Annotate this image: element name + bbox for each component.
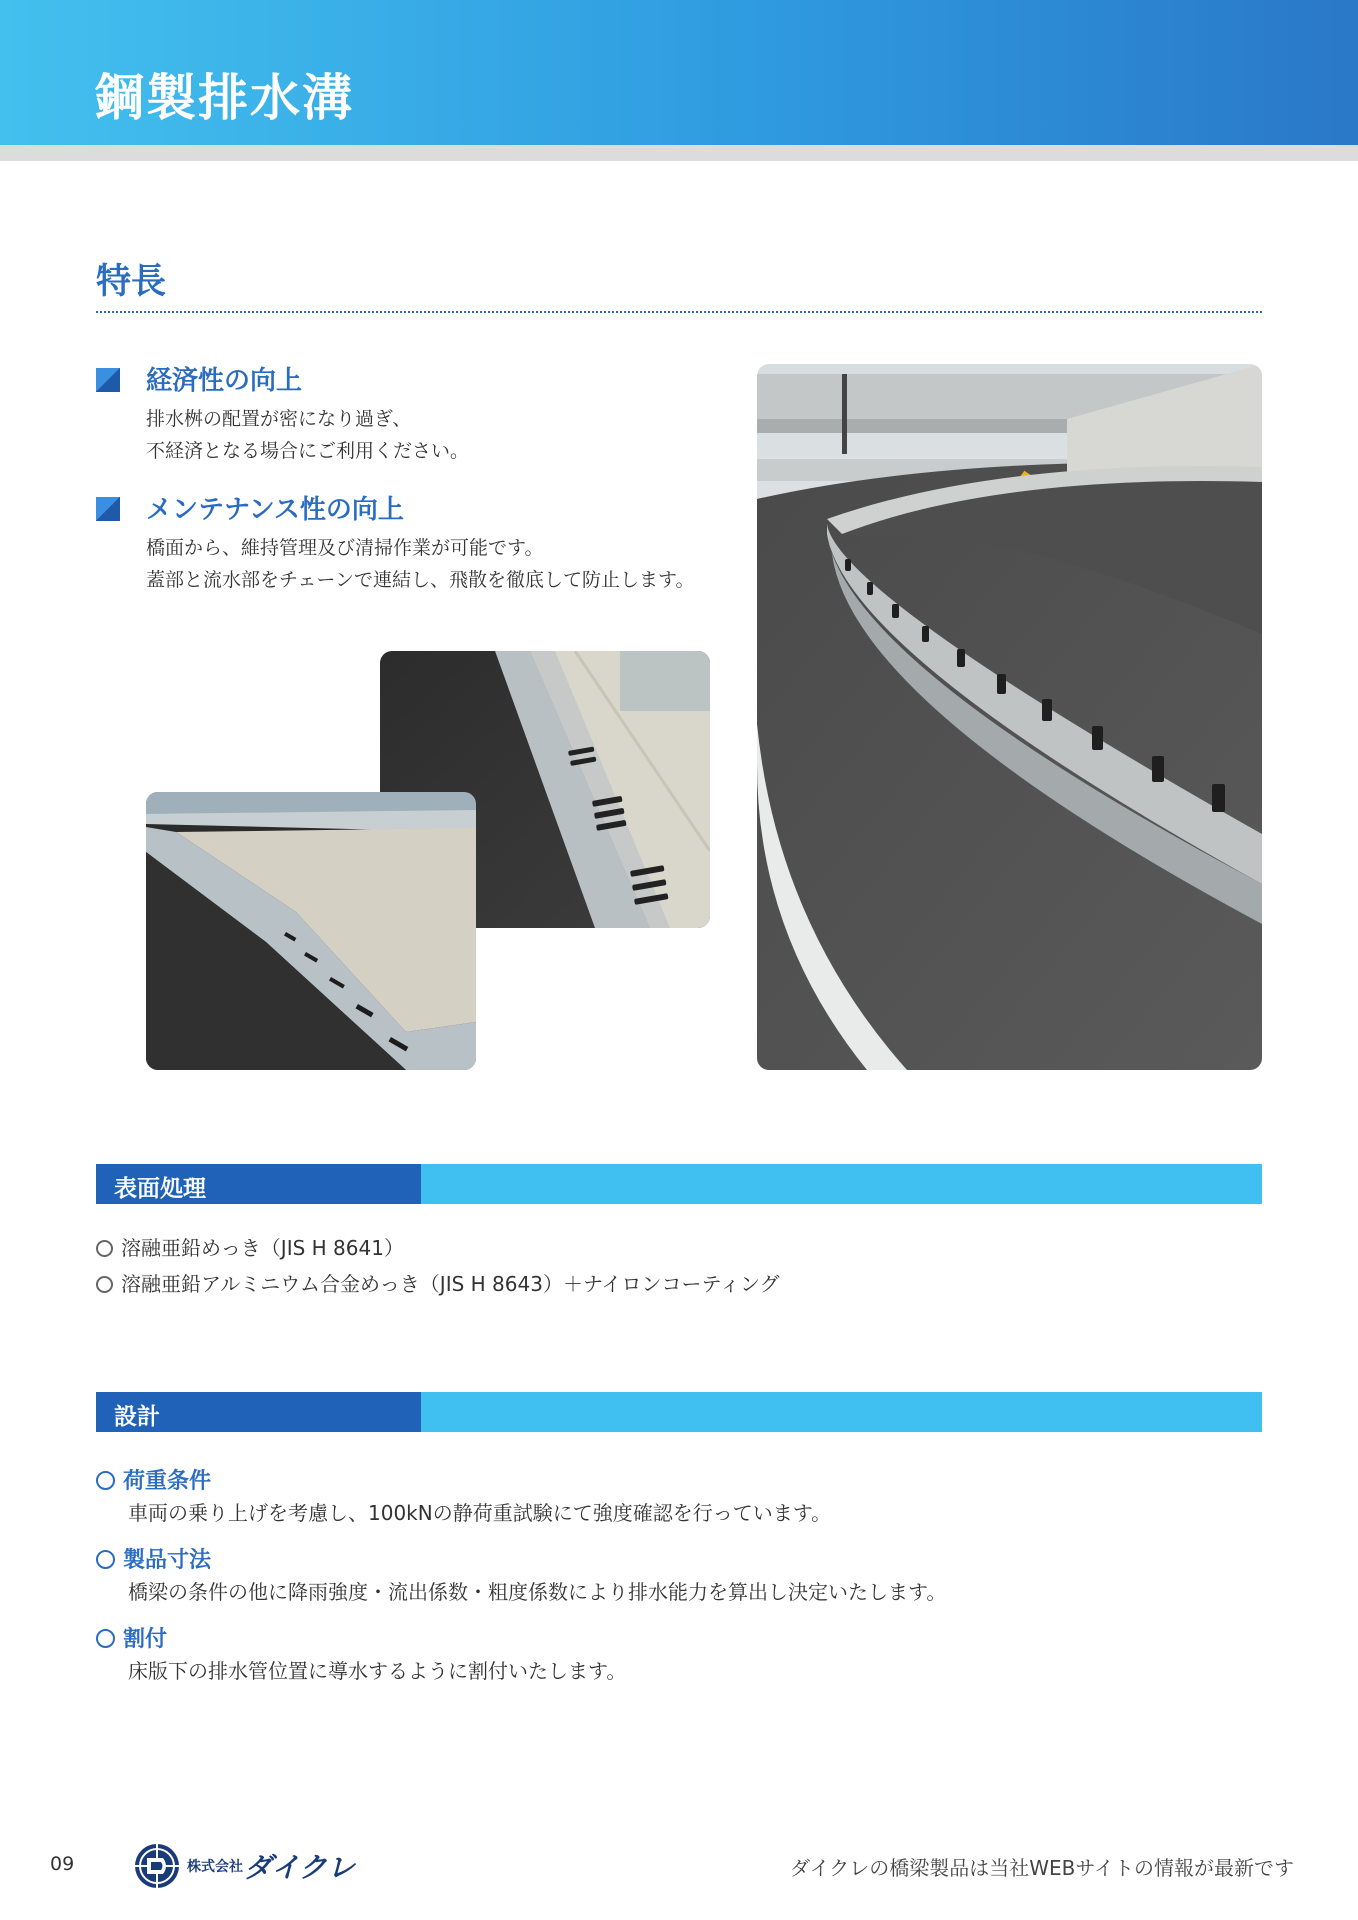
circle-bullet-icon xyxy=(96,1629,115,1648)
dotted-divider xyxy=(96,311,1262,313)
design-heading-bar xyxy=(96,1392,1262,1432)
design-item-layout-title xyxy=(96,1622,167,1653)
features-title: 特長 xyxy=(96,262,167,302)
surface-item-text: 溶融亜鉛めっき（JIS H 8641） xyxy=(121,1236,404,1260)
page-header xyxy=(0,0,1358,145)
circle-bullet-icon xyxy=(96,1276,113,1293)
surface-heading-bar xyxy=(96,1164,1262,1204)
photo-barrier-drain xyxy=(146,792,476,1070)
circle-bullet-icon xyxy=(96,1550,115,1569)
surface-item-text: 溶融亜鉛アルミニウム合金めっき（JIS H 8643）＋ナイロンコーティング xyxy=(121,1272,780,1296)
company-name: ダイクレ xyxy=(244,1851,355,1884)
feature-text: 排水桝の配置が密になり過ぎ、 xyxy=(146,408,412,430)
square-bullet-icon xyxy=(96,497,120,521)
design-heading: 設計 xyxy=(114,1404,160,1430)
curved-road-image xyxy=(757,364,1262,1070)
feature-text: 不経済となる場合にご利用ください。 xyxy=(146,440,470,462)
surface-item-1 xyxy=(96,1232,404,1261)
surface-item-2 xyxy=(96,1268,780,1297)
design-item-title-text: 荷重条件 xyxy=(123,1469,212,1494)
photo-curved-road xyxy=(757,364,1262,1070)
design-item-load-desc: 車両の乗り上げを考慮し、100kNの静荷重試験にて強度確認を行っています。 xyxy=(128,1501,832,1525)
feature-title: 経済性の向上 xyxy=(146,366,303,396)
circle-bullet-icon xyxy=(96,1471,115,1490)
design-item-load-title xyxy=(96,1464,211,1495)
feature-text: 蓋部と流水部をチェーンで連結し、飛散を徹底して防止します。 xyxy=(146,569,695,591)
barrier-drain-image xyxy=(146,792,476,1070)
feature-title: メンテナンス性の向上 xyxy=(146,495,404,525)
company-prefix: 株式会社 xyxy=(187,1859,243,1875)
footer-note: ダイクレの橋梁製品は当社WEBサイトの情報が最新です xyxy=(790,1856,1294,1880)
square-bullet-icon xyxy=(96,368,120,392)
design-item-layout-desc: 床版下の排水管位置に導水するように割付いたします。 xyxy=(128,1659,627,1683)
design-item-size-title xyxy=(96,1543,211,1574)
feature-text: 橋面から、維持管理及び清掃作業が可能です。 xyxy=(146,537,544,559)
page-number: 09 xyxy=(50,1853,75,1875)
design-item-title-text: 割付 xyxy=(123,1627,168,1652)
surface-heading: 表面処理 xyxy=(114,1176,206,1202)
design-item-title-text: 製品寸法 xyxy=(123,1548,212,1573)
circle-bullet-icon xyxy=(96,1240,113,1257)
design-item-size-desc: 橋梁の条件の他に降雨強度・流出係数・粗度係数により排水能力を算出し決定いたします。 xyxy=(128,1580,947,1604)
header-divider xyxy=(0,145,1358,161)
company-logo-icon xyxy=(133,1842,181,1890)
page-title: 鋼製排水溝 xyxy=(94,69,354,127)
